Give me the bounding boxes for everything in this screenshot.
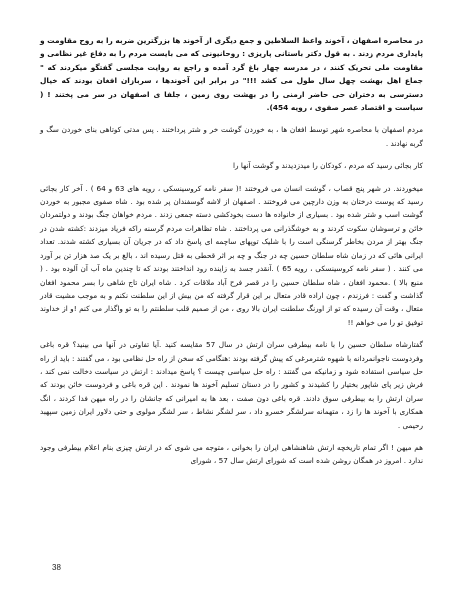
body-text [40, 34, 423, 477]
paragraph-compatriot: هم میهن ! اگر تمام تاریخچه ارتش شاهنشاهی ایران را بخوانی ، متوجه می شوی که در ارتش چیزی بنام اعلام بیطرفی وجود ندارد . امروز در همگان روشن شده است که شورای ارتش سال 57 ، شورای [40, 442, 423, 466]
paragraph-children: کار بجائی رسید که مردم ، کودکان را میدزدیدند و گوشت آنها را [232, 161, 423, 171]
paragraph-famine-abdication: میخوردند. در شهر پنج قصاب ، گوشت انسان می فروختند !( سفر نامه کروسینسکی ، رویه های 63 و 64 ) . آخر کار بجائی رسید که پوست درختان به وزن دارچین می فروختند . اصفهان از لاشه گوسفندان پر شده بود . شاه صفوی مجبور به خوردن گوشت اسب و شتر شده بود . بسیاری از خانواده ها دست بخودکشی دسته جمعی زدند . مردم خواهان جنگ بودند و دولتمردان خائن و ترسوشان سکوت کردند و به خوشگذرانی می پرداختند . شاه تظاهرات مردم گرسنه راکه فریاد میزدند :کشته شدن در جنگ بهتر از مردن بخاطر گرسنگی است را با شلیک توپهای ساچمه ای پاسخ داد که در جریان آن بسیاری کشته شدند. تعداد ایرانی هائی که در زمان شاه سلطان حسین چه در جنگ و چه بر اثر قحطی به قتل رسیده اند ، بالغ بر یک صد هزار تن بر آورد می کنند . ( سفر نامه کروسینسکی ، رویه 65 ) .آنقدر جسد به زاینده رود انداختند بودند که تا چندین ماه آب آن آلوده بود . ( منبع بالا ) .محمود افغان ، شاه سلطان حسین را در قصر فرح آباد ملاقات کرد . شاه ایران تاج شاهی را بسر محمود افغان گذاشت و گفت : فرزندم ، چون اراده قادر متعال بر این قرار گرفته که من بیش از این سلطنت نکنم و به موجب مشیت قادر متعال ، وقت آن رسیده که تو از اورنگ سلطنت ایران بالا روی ، من از صمیم قلب سلطنتم را به تو واگذار می کنم !و از خداوند توفیق تو را می خواهم !! [40, 183, 424, 327]
page-number: 38 [52, 563, 61, 572]
paragraph-army-neutrality: گفتارشاه سلطان حسین را با نامه بیطرفی سران ارتش در سال 57 مقایسه کنید .آیا تفاوتی در آنها می بینید؟ قره باغی وفردوست ناجوانمردانه با شهوه شترمرغی که پیش گرفته بودند :هنگامی که سخن از راه حل نظامی بود ، می گفتند : باید از راه حل سیاسی استفاده شود و زمانیکه می گفتند : راه حل سیاسی چیست ؟ پاسخ میدادند : ارتش در سیاست دخالت نمی کند ، فرش زیر پای شاپور بختیار را کشیدند و کشور را در دستان تسلیم آخوند ها نمودند . این قره باغی و فردوست خائن بودند که سران ارتش را به بیطرفی سوق دادند. قره باغی دون صفت ، بعد ها به امیرانی که جانشان را در راه میهن فدا کردند ، انگ همکاری با آخوند ها را زد ، متهمانه سرلشگر خسرو داد ، سر لشگر نشاط ، سر لشگر مولوی و حتی دلاور ایران زمین سپهبد رحیمی . [40, 340, 423, 430]
paragraph-famine-start: مردم اصفهان با محاصره شهر توسط افغان ها ، به خوردن گوشت خر و شتر پرداختند . پس مدتی کوتاهی بنای خوردن سگ و گربه نهادند . [40, 125, 423, 148]
paragraph-siege-clerics: در محاصره اصفهان ، آخوند واعظ السلاطین و جمع دیگری از آخوند ها بزرگترین ضربه را به روح مقاومت و پایداری مردم زدند . به قول دکتر باستانی پاریزی : روحانیونی که می بایست مردم را به دفاع غیر نظامی و مقاومت ملی تحریک کنند ، در مدرسه چهار باغ گرد آمده و راجع به روایت مجلسی گفتگو میکردند که " جماع اهل بهشت چهل سال طول می کشد !!!" در برابر این آخوندها ، سربازان افغان بودند که خیال دسترسی به دختران حی حاضر ارمنی را در بهشت روی زمین ، جلفا ی اصفهان در سر می پختند ! ( سیاست و اقتصاد عصر صفوی ، رویه 454). [40, 36, 423, 113]
